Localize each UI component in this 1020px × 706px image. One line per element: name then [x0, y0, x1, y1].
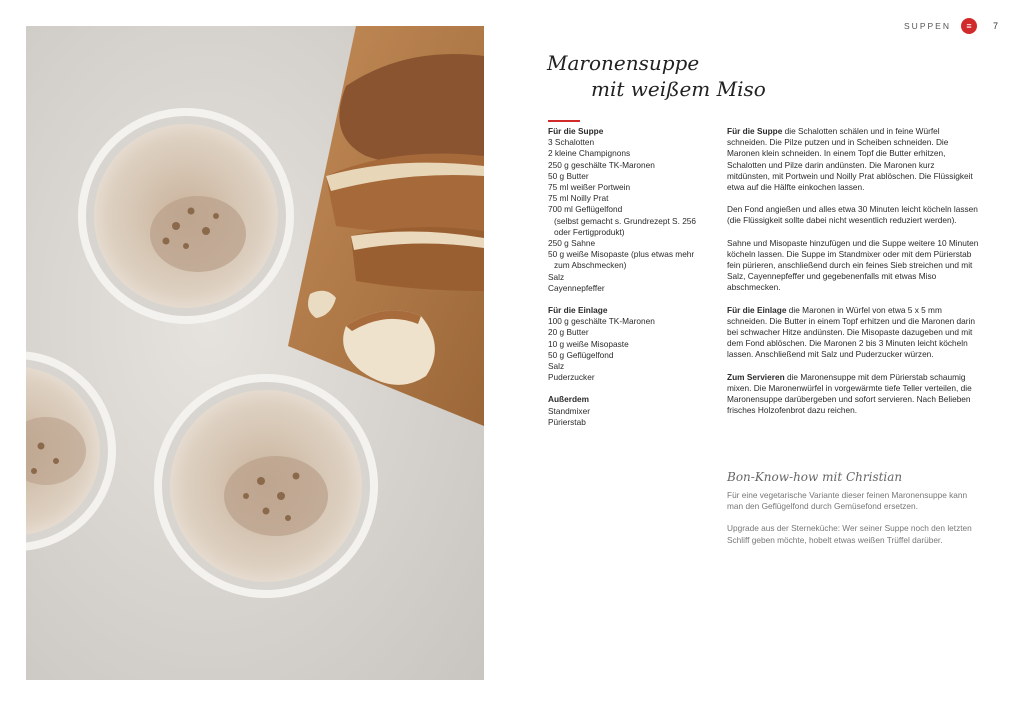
tip-title: Bon-Know-how mit Christian [727, 470, 903, 484]
ingredient-item: 700 ml Geflügelfond [548, 204, 623, 215]
brand-logo-icon: ≡ [961, 18, 977, 34]
recipe-title [547, 50, 766, 102]
method-paragraph: Sahne und Misopaste hinzufügen und die Suppe weitere 10 Minuten köcheln lassen. Die Suppe im Standmixer oder mit dem Pürierstab fein pürieren, anschließend durch ein feines Sieb streichen und mit Salz, Cayennepfeffer und gegebenenfalls mit etwas Miso abschmecken. [727, 237, 979, 293]
method-text [727, 126, 979, 427]
accent-rule [548, 120, 580, 122]
method-paragraph: Zum Servieren die Maronensuppe mit dem Pürierstab schaumig mixen. Die Maronenwürfel in vorgewärmte tiefe Teller verteilen, die Maronensuppe darübergeben und sofort servieren. Nach Belieben frisches Holzofenbrot dazu reichen. [727, 371, 972, 416]
method-paragraph: Den Fond angießen und alles etwa 30 Minuten leicht köcheln lassen (die Flüssigkeit sollte dabei nicht wesentlich reduziert werden). [727, 204, 978, 226]
soup-bowl-top [78, 108, 294, 324]
ingredient-item: Salz [548, 361, 565, 372]
ingredient-item: 75 ml Noilly Prat [548, 193, 609, 204]
ingredient-item: 50 g Butter [548, 170, 589, 181]
ingredient-item: 20 g Butter [548, 327, 589, 338]
ingredient-item: oder Fertigprodukt) [554, 226, 625, 237]
recipe-photo [26, 26, 484, 680]
ingredient-item: Pürierstab [548, 416, 586, 427]
ingredient-item: zum Abschmecken) [554, 260, 627, 271]
ingredient-item: 2 kleine Champignons [548, 148, 631, 159]
page-header [904, 18, 998, 34]
page-number: 7 [992, 21, 998, 31]
title-line-2: mit weißem Miso [591, 77, 766, 101]
tip-box [727, 490, 983, 557]
ingredient-item: 10 g weiße Misopaste [548, 338, 629, 349]
ingredient-item: Salz [548, 271, 565, 282]
method-paragraph: Für die Suppe die Schalotten schälen und in feine Würfel schneiden. Die Pilze putzen und in Scheiben schneiden. Die Maronen klein schneiden. In einem Topf die Butter erhitzen, Schalotten und Pilze darin andünsten. Die Maronen kurz mitdünsten, mit Portwein und Noilly Prat ablöschen. Die Flüssigkeit etwa auf die Hälfte einkochen lassen. [727, 126, 973, 193]
ingredient-group-title: Für die Suppe [548, 126, 604, 136]
soup-bowl-bottom [154, 374, 378, 598]
ingredient-item: Standmixer [548, 405, 590, 416]
ingredient-item: Puderzucker [548, 372, 595, 383]
tip-paragraph: Für eine vegetarische Variante dieser feinen Maronensuppe kann man den Geflügelfond durch Gemüsefond ersetzen. [727, 490, 968, 512]
ingredient-item: Cayennepfeffer [548, 282, 605, 293]
tip-paragraph: Upgrade aus der Sterneküche: Wer seiner Suppe noch den letzten Schliff geben möchte, hobelt etwas weißen Trüffel darüber. [727, 523, 972, 545]
ingredient-item: 50 g weiße Misopaste (plus etwas mehr [548, 249, 695, 260]
ingredient-item: 3 Schalotten [548, 137, 595, 148]
ingredient-list [548, 126, 718, 428]
ingredient-item: (selbst gemacht s. Grundrezept S. 256 [554, 215, 697, 226]
ingredient-group-title: Für die Einlage [548, 305, 608, 316]
ingredient-group-title: Außerdem [548, 394, 590, 405]
ingredient-item: 250 g Sahne [548, 238, 596, 249]
title-line-1: Maronensuppe [547, 51, 700, 75]
ingredient-item: 50 g Geflügelfond [548, 349, 614, 360]
ingredient-item: 100 g geschälte TK-Maronen [548, 316, 655, 327]
method-paragraph: Für die Einlage die Maronen in Würfel von etwa 5 x 5 mm schneiden. Die Butter in einem Topf erhitzen und die Maronen darin bei schwacher Hitze andünsten. Die Misopaste dazugeben und mit dem Fond ablöschen. Die Maronen 2 bis 3 Minuten leicht köcheln lassen. Anschließend mit Salz und Puderzucker würzen. [727, 304, 975, 360]
ingredient-item: 75 ml weißer Portwein [548, 182, 631, 193]
ingredient-item: 250 g geschälte TK-Maronen [548, 159, 655, 170]
section-label: SUPPEN [904, 21, 951, 31]
